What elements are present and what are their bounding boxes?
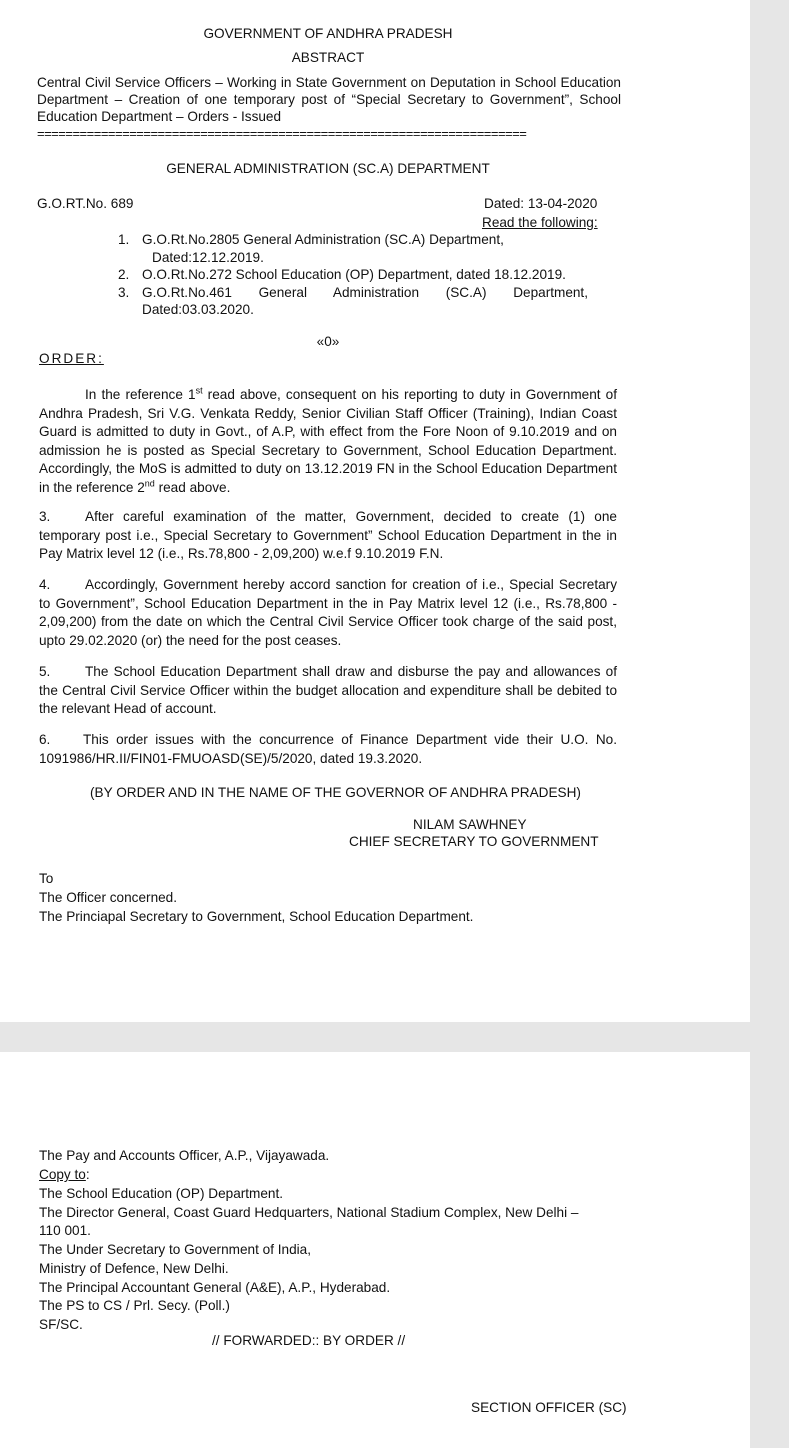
signatory-name: NILAM SAWHNEY bbox=[413, 817, 527, 832]
reference-text: G.O.Rt.No.2805 General Administration (SC.A) Department, bbox=[142, 232, 504, 247]
to-recipient: The Officer concerned. bbox=[39, 890, 178, 905]
reference-number: 2. bbox=[118, 267, 130, 282]
copy-recipient: 110 001. bbox=[39, 1223, 91, 1238]
para4-text: Accordingly, Government hereby accord sanction for creation of i.e., Special Secretary to Government”, School Education Department in the in Pay Matrix level 12 (i.e., Rs.78,800 - 2,09,200) from the date on which the Central Civil Service Officer took charge of the said post, upto 29.02.2020 (or) the need for the post ceases. bbox=[39, 577, 617, 648]
signatory-title: CHIEF SECRETARY TO GOVERNMENT bbox=[349, 834, 599, 849]
forwarded-line: // FORWARDED:: BY ORDER // bbox=[212, 1333, 406, 1348]
reference-number: 1. bbox=[118, 232, 130, 247]
copy-recipient: SF/SC. bbox=[39, 1317, 83, 1332]
copy-to-text: Copy to bbox=[39, 1167, 86, 1182]
order-label: ORDER: bbox=[39, 351, 104, 366]
go-number: G.O.RT.No. 689 bbox=[37, 196, 134, 211]
subject-text: Central Civil Service Officers – Working in State Government on Deputation in School Education Department – Creation of one temporary post of “Special Secretary to Government”, School Education Department – Orders - Issued bbox=[37, 75, 621, 124]
separator-mark: «0» bbox=[316, 334, 340, 349]
para5-number: 5. bbox=[39, 664, 51, 679]
para1-part-c: read above. bbox=[154, 479, 231, 495]
para3-number: 3. bbox=[39, 509, 51, 524]
reference-number: 3. bbox=[118, 284, 130, 300]
by-order-line: (BY ORDER AND IN THE NAME OF THE GOVERNOR OF ANDHRA PRADESH) bbox=[90, 785, 581, 800]
order-paragraph-6 bbox=[39, 731, 617, 768]
order-date: Dated: 13-04-2020 bbox=[484, 196, 598, 211]
para1-superscript-2: nd bbox=[144, 478, 155, 489]
para4-number: 4. bbox=[39, 577, 51, 592]
para6-text: This order issues with the concurrence of Finance Department vide their U.O. No. 1091986/HR.II/FIN01-FMUOASD(SE)/5/2020, dated 19.3.2020. bbox=[39, 732, 617, 766]
recipient-line: The Pay and Accounts Officer, A.P., Vijayawada. bbox=[39, 1148, 330, 1163]
reference-text-cont: Dated:03.03.2020. bbox=[142, 302, 254, 317]
para6-number: 6. bbox=[39, 732, 51, 747]
order-paragraph-3 bbox=[39, 508, 617, 564]
document-page-2 bbox=[0, 1052, 750, 1448]
government-heading: GOVERNMENT OF ANDHRA PRADESH bbox=[203, 26, 453, 41]
copy-recipient: Ministry of Defence, New Delhi. bbox=[39, 1261, 229, 1276]
para3-text: After careful examination of the matter, Government, decided to create (1) one temporary post i.e., Special Secretary to Government” School Education Department in the in Pay Matrix level 12 (i.e., Rs.78,800 - 2,09,200) w.e.f 9.10.2019 F.N. bbox=[39, 509, 617, 562]
reference-text: O.O.Rt.No.272 School Education (OP) Department, dated 18.12.2019. bbox=[142, 267, 566, 282]
order-paragraph-4 bbox=[39, 576, 617, 650]
para5-text: The School Education Department shall draw and disburse the pay and allowances of the Central Civil Service Officer within the budget allocation and expenditure shall be debited to the relevant Head of account. bbox=[39, 664, 617, 717]
reference-item bbox=[118, 284, 588, 319]
copy-recipient: The School Education (OP) Department. bbox=[39, 1186, 284, 1201]
section-officer: SECTION OFFICER (SC) bbox=[471, 1400, 627, 1415]
copy-recipient: The Under Secretary to Government of India, bbox=[39, 1242, 312, 1257]
copy-recipient: The Principal Accountant General (A&E), A.P., Hyderabad. bbox=[39, 1280, 391, 1295]
order-paragraph-1 bbox=[39, 386, 617, 498]
copy-recipient: The PS to CS / Prl. Secy. (Poll.) bbox=[39, 1298, 230, 1313]
reference-text: G.O.Rt.No.461 General Administration (SC.A) Department, bbox=[142, 284, 588, 300]
copy-to-label bbox=[39, 1166, 90, 1185]
copy-recipient: The Director General, Coast Guard Hedquarters, National Stadium Complex, New Delhi – bbox=[39, 1205, 579, 1220]
abstract-label: ABSTRACT bbox=[291, 50, 365, 65]
separator-line: ===================================================================== bbox=[37, 127, 527, 141]
reference-item bbox=[118, 266, 588, 284]
para1-superscript-1: st bbox=[195, 385, 203, 396]
para1-part-a: In the reference 1 bbox=[85, 387, 196, 402]
para1-part-b: read above, consequent on his reporting to duty in Government of Andhra Pradesh, Sri V.G. Venkata Reddy, Senior Civilian Staff Officer (Training), Indian Coast Guard is admitted to duty in Govt., of A.P, with effect from the Fore Noon of 9.10.2019 and on admission he is posted as Special Secretary to Government, School Education Department. Accordingly, the MoS is admitted to duty on 13.12.2019 FN in the School Education Department in the reference 2 bbox=[39, 387, 617, 495]
order-paragraph-5 bbox=[39, 663, 617, 719]
copy-to-colon: : bbox=[85, 1167, 90, 1182]
reference-text-cont: Dated:12.12.2019. bbox=[152, 249, 264, 265]
to-label: To bbox=[39, 871, 54, 886]
to-recipient: The Princiapal Secretary to Government, School Education Department. bbox=[39, 909, 474, 924]
department-heading: GENERAL ADMINISTRATION (SC.A) DEPARTMENT bbox=[166, 161, 490, 176]
read-following-label: Read the following: bbox=[482, 215, 598, 230]
references-list bbox=[118, 231, 588, 319]
reference-item bbox=[118, 231, 588, 266]
